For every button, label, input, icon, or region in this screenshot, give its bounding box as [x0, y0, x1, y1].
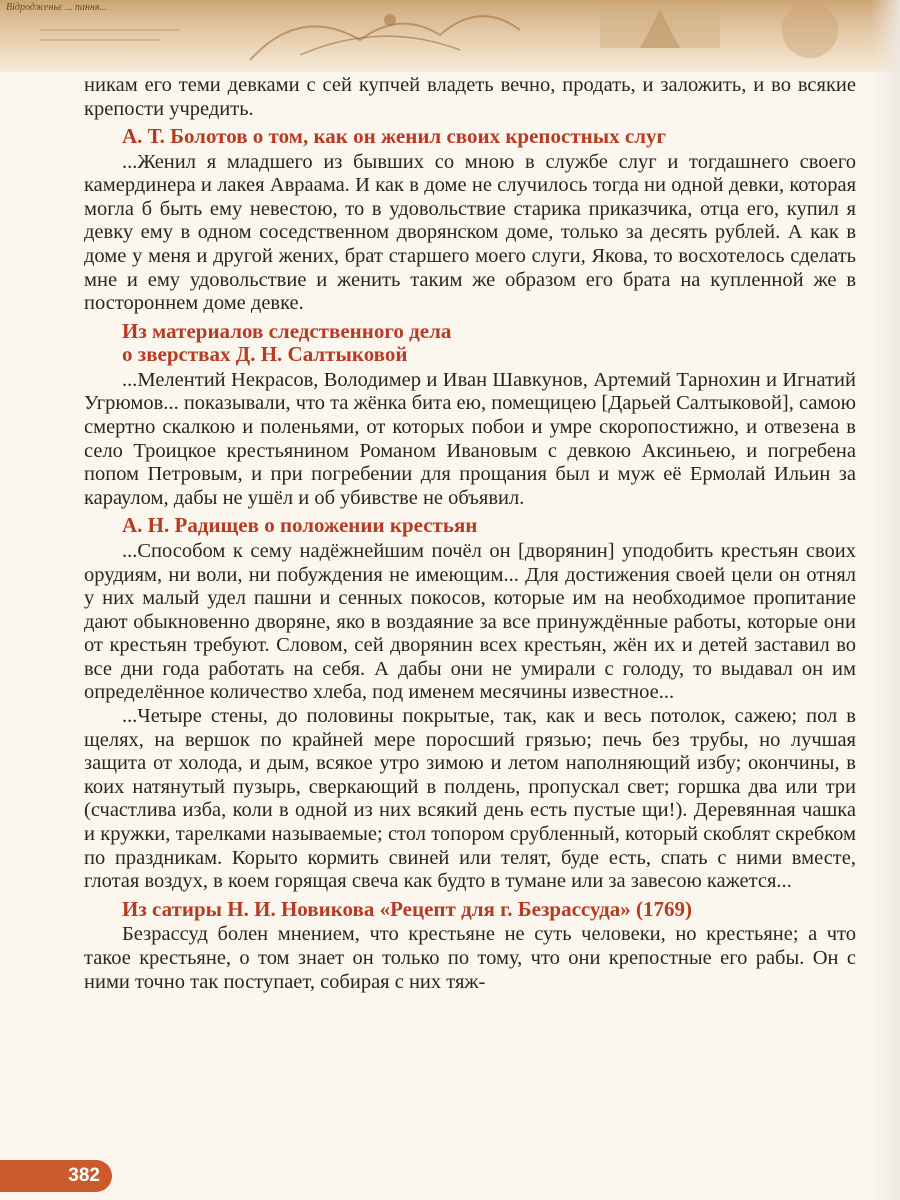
section-title-line-1: Из материалов следственного дела	[122, 318, 452, 343]
page-edge-shadow	[870, 0, 900, 1200]
banner-illustration	[0, 0, 900, 72]
page-number-badge	[0, 1160, 112, 1192]
section-title: А. Т. Болотов о том, как он женил своих крепостных слуг	[122, 124, 667, 149]
decorative-banner	[0, 0, 900, 72]
section-title: Из сатиры Н. И. Новикова «Рецепт для г. Безрассуда» (1769)	[122, 896, 692, 921]
opening-lines: никам его теми девками с сей купчей владеть вечно, продать, и заложить, и во всякие крепости учредить.	[84, 74, 856, 120]
page-body	[84, 74, 856, 994]
section-paragraph: ...Четыре стены, до половины покрытые, так, как и весь потолок, сажею; пол в щелях, на вершок по крайней мере поросший грязью; печь без трубы, но лучшая защита от холода, и дым, всякое утро зимою и летом наполняющий избу; окончины, в коих натянутый пузырь, сверкающий в полдень, пропускал свет; горшка два или три (счастлива изба, коли в одной из них всякий день есть пустые щи!). Деревянная чашка и кружки, тарелками называемые; стол топором срубленный, который скоблят скребком по праздникам. Корыто кормить свиней или телят, буде есть, спать с ними вместе, глотая воздух, в коем горящая свеча как будто в тумане или за завесою кажется...	[84, 705, 856, 893]
section-title-line-2: о зверствах Д. Н. Салтыковой	[122, 342, 408, 367]
section-novikov	[84, 898, 856, 994]
section-saltykova	[84, 320, 856, 511]
section-paragraph: ...Мелентий Некрасов, Володимер и Иван Шавкунов, Артемий Тарнохин и Игнатий Угрюмов... показывали, что та жёнка бита ею, помещицею [Дарьей Салтыковой], самою смертно скалкою и поленьями, от которых побои и умре скоропостижно, и отвезена в село Троицкое крестьянином Романом Ивановым с девкою Аксиньею, и погребена попом Петровым, и при погребении для прощания был и муж её Ермолай Ильин за караулом, дабы не ушёл и об убивстве не объявил.	[84, 368, 856, 509]
section-title: А. Н. Радищев о положении крестьян	[122, 513, 478, 538]
section-paragraph: ...Способом к сему надёжнейшим почёл он [дворянин] уподобить крестьян своих орудиям, ни воли, ни побуждения не имеющим... Для достижения своей цели он отнял у них малый удел пашни и сенных покосов, которые им на необходимое пропитание дают обыкновенно дворяне, яко в воздаяние за все принуждённые работы, которые они от крестьян требуют. Словом, сей дворянин всех крестьян, жён их и детей заставил во все дни года работать на себя. А дабы они не умирали с голоду, то выдавал он им определённое количество хлеба, под именем месячины известное...	[84, 539, 856, 704]
section-paragraph: ...Женил я младшего из бывших со мною в службе слуг и тогдашнего своего камердинера и лакея Авраама. И как в доме не случилось тогда ни одной девки, которая могла б быть ему невестою, то в удовольствие старика приказчика, отца его, купил я девку ему в одном соседственном дворянском доме, только за десять рублей. А как в доме у меня и другой жених, брат старшего моего слуги, Якова, то восхотелось сделать мне и ему удовольствие и женить таким же образом его брата на купленной же в постороннем доме девке.	[84, 150, 856, 315]
page-number: 382	[68, 1165, 100, 1186]
section-paragraph: Безрассуд болен мнением, что крестьяне не суть человеки, но крестьяне; а что такое крестьяне, о том знает он только по тому, что они крепостные его рабы. Он с ними точно так поступает, собирая с них тяж-	[84, 923, 856, 993]
section-radishchev	[84, 514, 856, 893]
banner-caption: Відродженьє ... пання...	[6, 2, 107, 13]
section-bolotov	[84, 125, 856, 316]
